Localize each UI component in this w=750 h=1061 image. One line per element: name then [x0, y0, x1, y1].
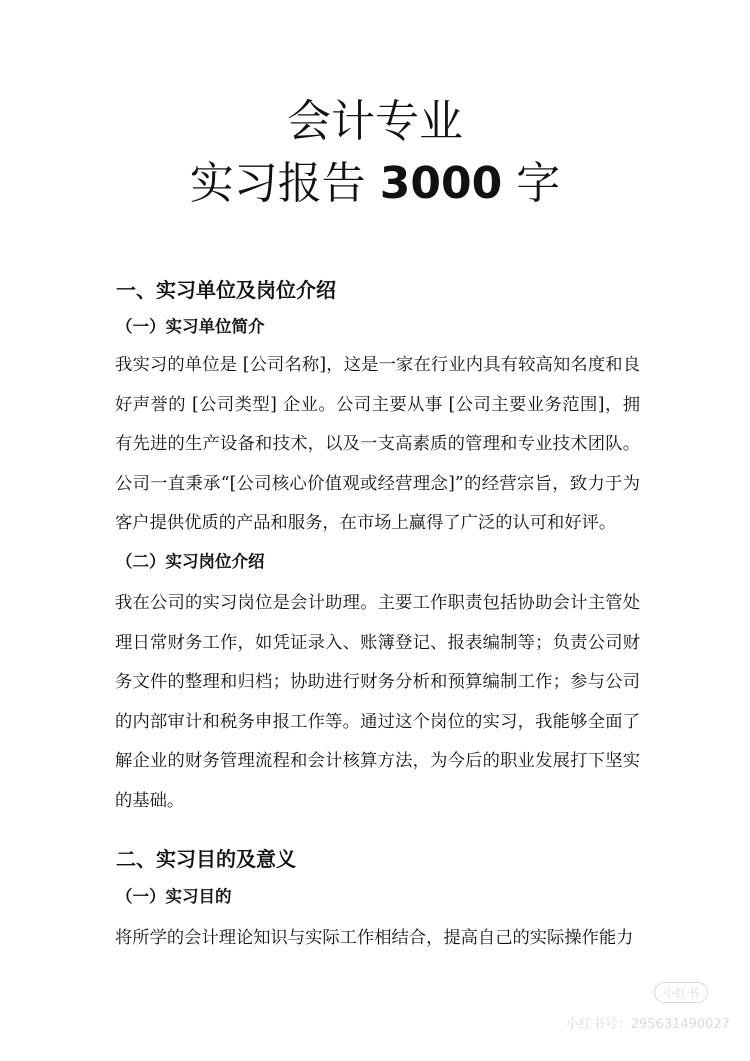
section2-heading: 二、实习目的及意义 [116, 847, 296, 871]
section1-sub2-paragraph: 我在公司的实习岗位是会计助理。主要工作职责包括协助会计主管处理日常财务工作，如凭证录入、账簿登记、报表编制等；负责公司财务文件的整理和归档；协助进行财务分析和预算编制工作；参与公司的内部审计和税务申报工作等。通过这个岗位的实习，我能够全面了解企业的财务管理流程和会计核算方法，为今后的职业发展打下坚实的基础。 [115, 593, 640, 811]
document-title-line1: 会计专业 [287, 96, 463, 147]
document-title-line2 [0, 158, 750, 210]
section1-sub1-heading: （一）实习单位简介 [116, 317, 265, 336]
title-word-count: 3000 [379, 158, 503, 209]
section1-sub2-heading: （二）实习岗位介绍 [116, 552, 265, 571]
watermark-id: 小红书号：2956314900​27 [565, 1017, 730, 1032]
section1-sub1-paragraph: 我实习的单位是 [公司名称]，这是一家在行业内具有较高知名度和良好声誉的 [公司类型] 企业。公司主要从事 [公司主要业务范围]，拥有先进的生产设备和技术，以及一支高素质的管理和专业技术团队。公司一直秉承“[公司核心价值观或经营理念]”的经营宗旨，致力于为客户提供优质的产品和服务，在市场上赢得了广泛的认可和好评。 [115, 355, 640, 533]
section1-heading: 一、实习单位及岗位介绍 [116, 278, 336, 302]
watermark-logo: 小红书 [654, 982, 708, 1003]
section2-sub1-paragraph: 将所学的会计理论知识与实际工作相结合，提高自己的实际操作能力 [115, 928, 634, 948]
title-text: 实习报告 [189, 158, 380, 209]
section2-sub1-heading: （一）实习目的 [116, 887, 232, 906]
title-suffix: 字 [502, 158, 561, 209]
